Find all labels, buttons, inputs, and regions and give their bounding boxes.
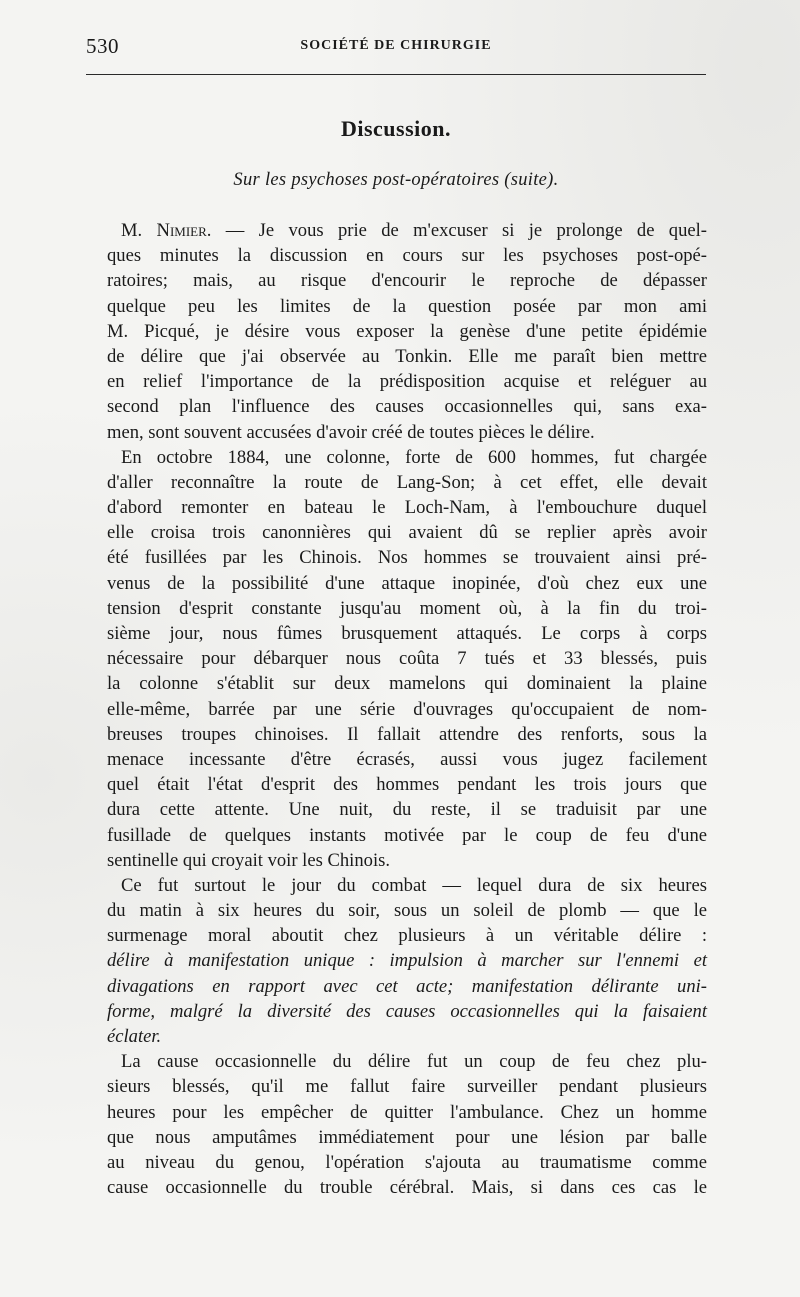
text-line: ratoires; mais, au risque d'encourir le reproche de dépasser (107, 270, 707, 292)
text-line: En octobre 1884, une colonne, forte de 600 hommes, fut chargée (121, 446, 707, 468)
text-line: la colonne s'établit sur deux mamelons qui dominaient la plaine (107, 673, 707, 695)
text-line: second plan l'influence des causes occasionnelles qui, sans exa- (107, 396, 707, 418)
speaker-name: M. Nimier. (121, 220, 212, 241)
text-line: menace incessante d'être écrasés, aussi vous jugez facilement (107, 748, 707, 770)
header-rule (86, 74, 706, 75)
text-line: nécessaire pour débarquer nous coûta 7 tués et 33 blessés, puis (107, 648, 707, 670)
text-line: elle-même, barrée par une série d'ouvrages qu'occupaient de nom- (107, 698, 707, 720)
text-line: La cause occasionnelle du délire fut un coup de feu chez plu- (121, 1051, 707, 1073)
text-line: ques minutes la discussion en cours sur les psychoses post-opé- (107, 245, 707, 267)
text-line: elle croisa trois canonnières qui avaient dû se replier après avoir (107, 522, 707, 544)
text-line: tension d'esprit constante jusqu'au moment où, à la fin du troi- (107, 597, 707, 619)
text-line: été fusillées par les Chinois. Nos hommes se trouvaient ainsi pré- (107, 547, 707, 569)
text-line: d'abord remonter en bateau le Loch-Nam, à l'embouchure duquel (107, 497, 707, 519)
page-number: 530 (86, 34, 119, 58)
italic-text-line: délire à manifestation unique : impulsion à marcher sur l'ennemi et (107, 950, 707, 972)
text-line: sieurs blessés, qu'il me fallut faire surveiller pendant plusieurs (107, 1076, 707, 1098)
section-title: Discussion. (340, 116, 452, 141)
text-line: Ce fut surtout le jour du combat — lequel dura de six heures (121, 874, 707, 896)
section-subtitle: Sur les psychoses post-opératoires (suite). (233, 170, 559, 190)
text-line: que nous amputâmes immédiatement pour une lésion par balle (107, 1126, 707, 1148)
text-line: au niveau du genou, l'opération s'ajouta au traumatisme comme (107, 1151, 707, 1173)
text-line: sième jour, nous fûmes brusquement attaqués. Le corps à corps (107, 623, 707, 644)
text-line: quelque peu les limites de la question posée par mon ami (107, 295, 707, 317)
text-line: dura cette attente. Une nuit, du reste, il se traduisit par une (107, 799, 707, 821)
italic-text-line: éclater. (107, 1026, 162, 1047)
text-line: de délire que j'ai observée au Tonkin. Elle me paraît bien mettre (107, 345, 707, 367)
text-line: breuses troupes chinoises. Il fallait attendre des renforts, sous la (107, 723, 707, 745)
italic-text-line: divagations en rapport avec cet acte; manifestation délirante uni- (107, 975, 707, 997)
text-line: men, sont souvent accusées d'avoir créé de toutes pièces le délire. (107, 421, 595, 443)
text-line: quel était l'état d'esprit des hommes pendant les trois jours que (107, 774, 707, 796)
text-line: fusillade de quelques instants motivée par le coup de feu d'une (107, 824, 707, 846)
running-head (86, 34, 706, 62)
text-line: du matin à six heures du soir, sous un soleil de plomb — que le (107, 900, 707, 922)
text-line: sentinelle qui croyait voir les Chinois. (107, 849, 390, 871)
text-line: venus de la possibilité d'une attaque inopinée, d'où chez eux une (107, 572, 707, 594)
text-line: M. Picqué, je désire vous exposer la genèse d'une petite épidémie (107, 320, 707, 342)
italic-text-line: forme, malgré la diversité des causes occasionnelles qui la faisaient (107, 1000, 707, 1022)
text-line: surmenage moral aboutit chez plusieurs à un véritable délire : (107, 925, 707, 947)
text-line: cause occasionnelle du trouble cérébral. Mais, si dans ces cas le (107, 1177, 707, 1199)
text-line: en relief l'importance de la prédisposition acquise et reléguer au (107, 371, 707, 393)
running-title: SOCIÉTÉ DE CHIRURGIE (300, 38, 492, 53)
text-line: M. Nimier. — Je vous prie de m'excuser si je prolonge de quel- (121, 220, 707, 241)
text-line: d'aller reconnaître la route de Lang-Son; à cet effet, elle devait (107, 471, 707, 493)
text-line: heures pour les empêcher de quitter l'ambulance. Chez un homme (107, 1101, 707, 1123)
body-text (107, 218, 707, 1200)
